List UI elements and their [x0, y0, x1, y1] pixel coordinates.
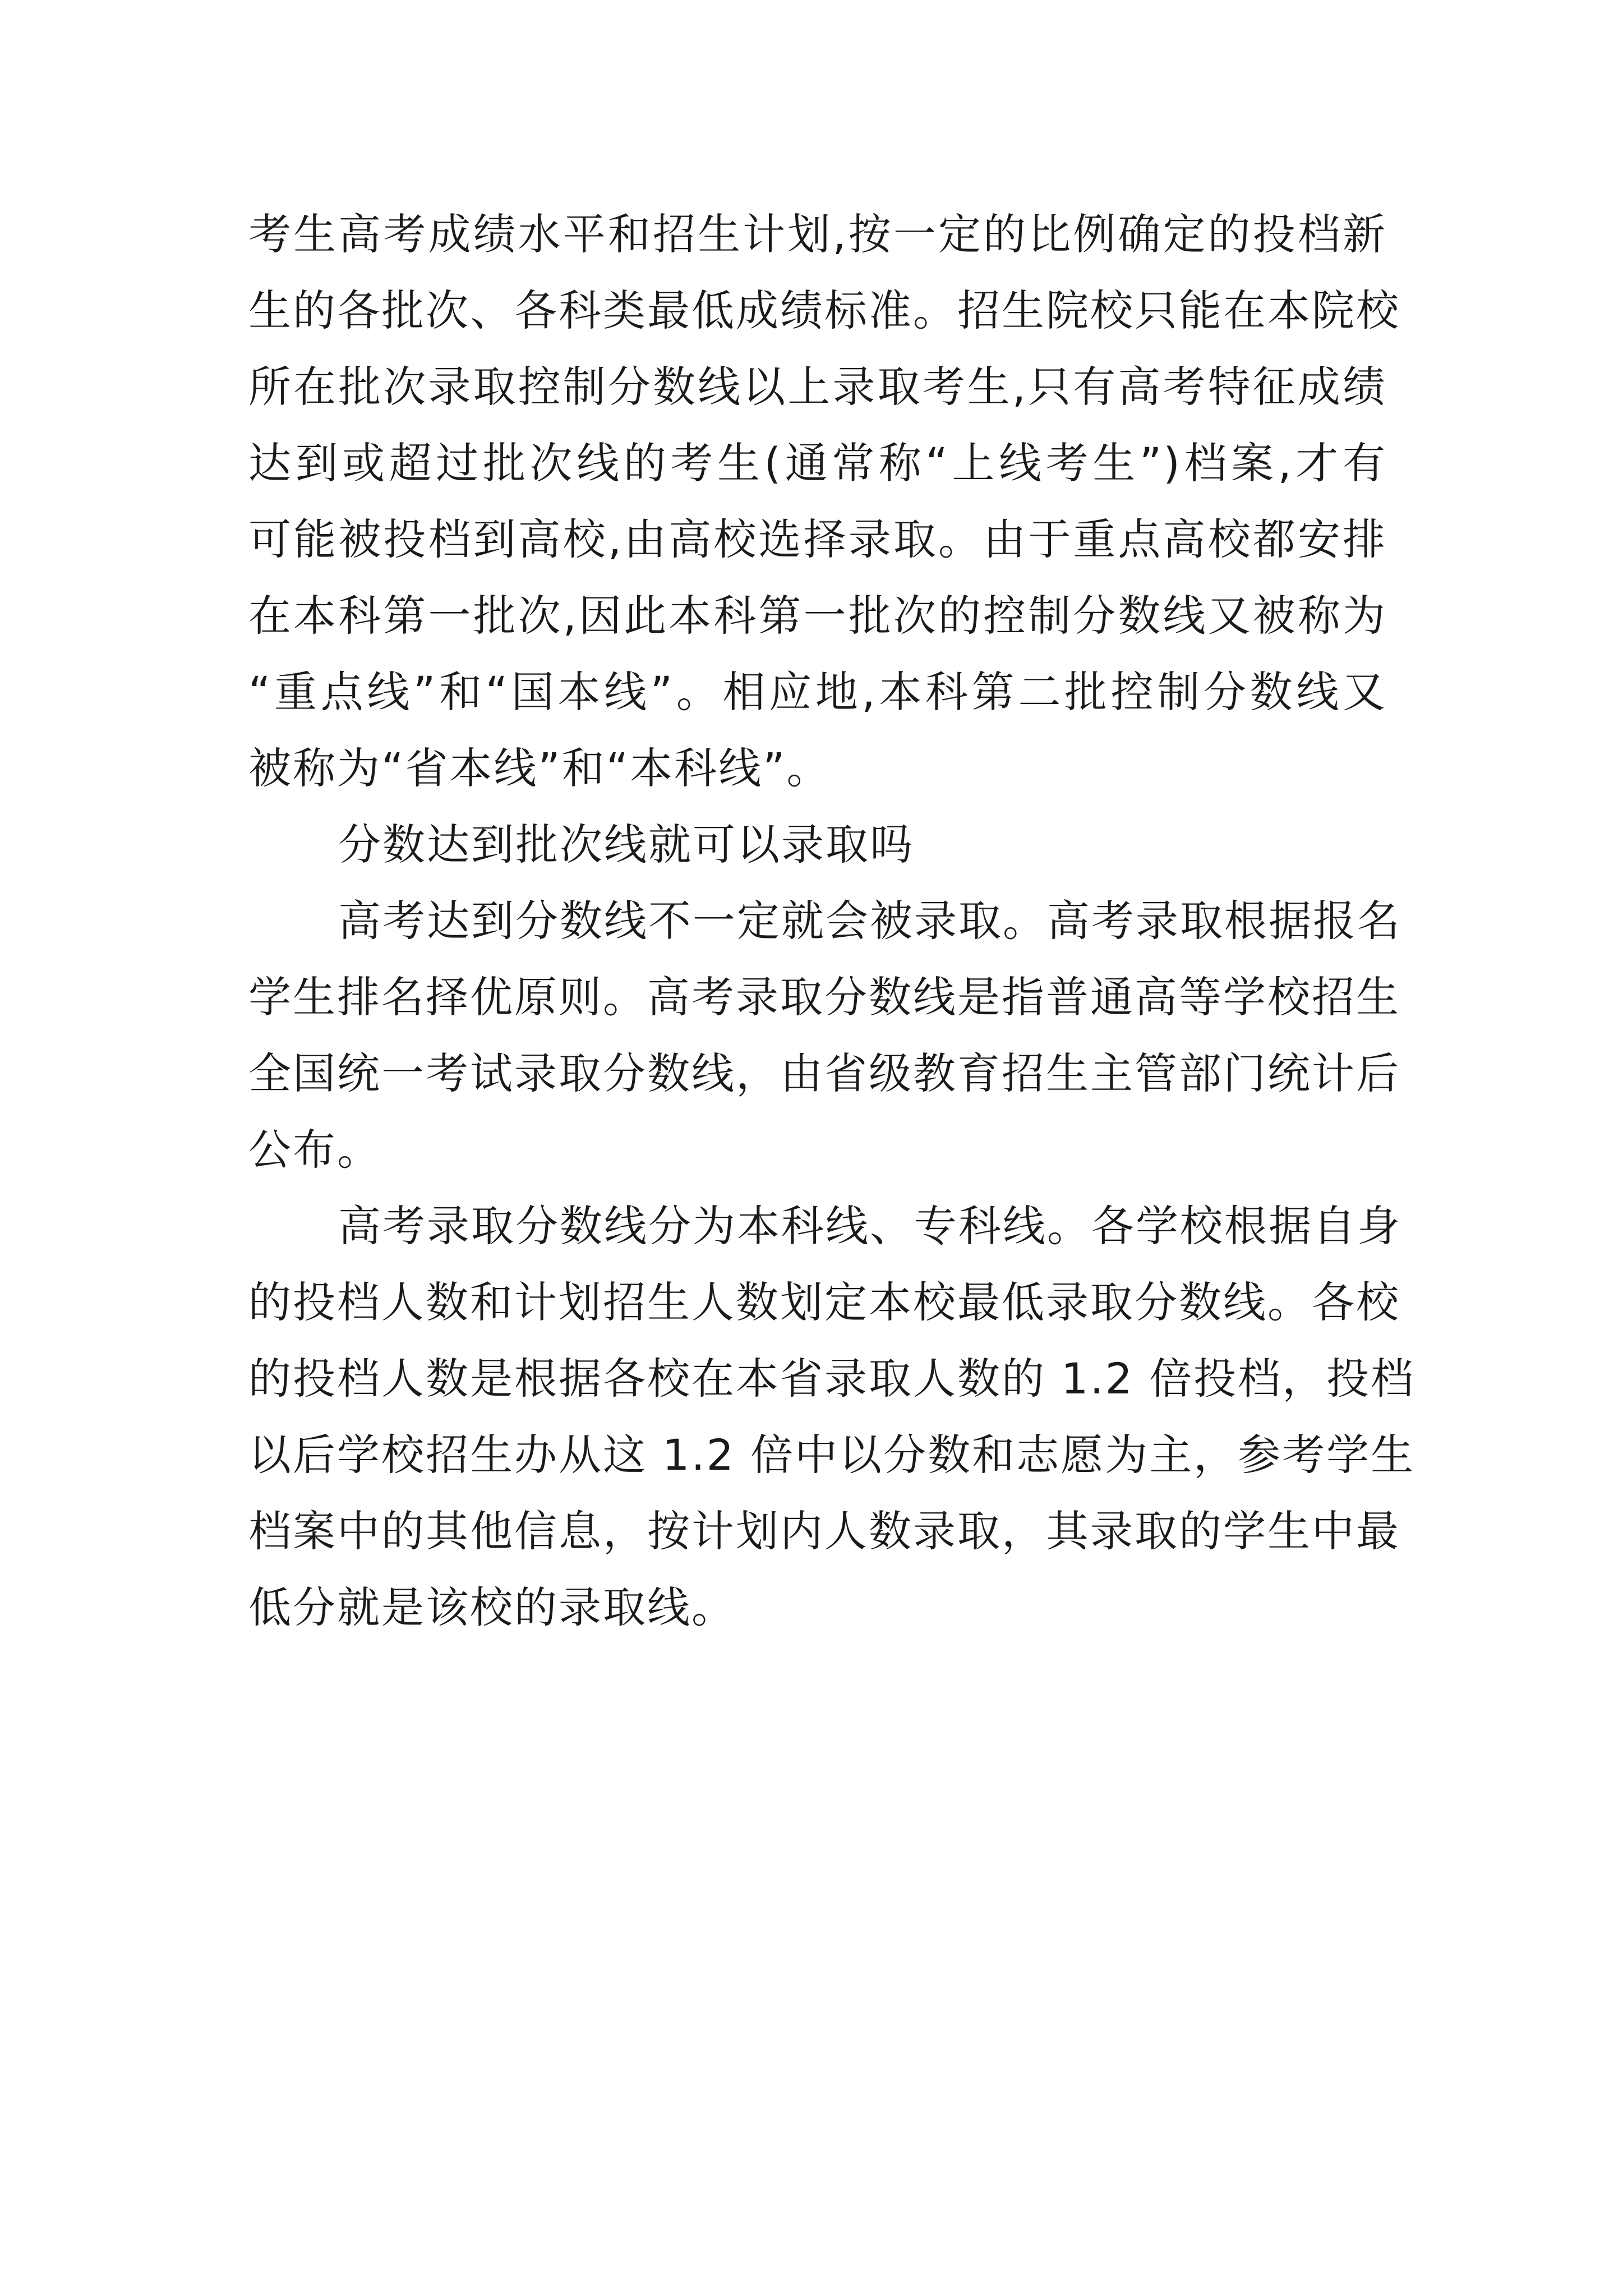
paragraph-line: 公布。 [248, 1125, 381, 1175]
paragraph-line: 的投档人数和计划招生人数划定本校最低录取分数线。各校 [248, 1277, 1400, 1327]
paragraph-line: 高考达到分数线不一定就会被录取。高考录取根据报名 [338, 896, 1401, 946]
paragraph-1 [248, 196, 1400, 807]
paragraph-line: 可能被投档到高校,由高校选择录取。由于重点高校都安排 [248, 514, 1387, 564]
paragraph-line: 以后学校招生办从这 1.2 倍中以分数和志愿为主，参考学生 [248, 1430, 1415, 1480]
paragraph-line: 全国统一考试录取分数线，由省级教育招生主管部门统计后 [248, 1048, 1400, 1098]
paragraph-line: 的投档人数是根据各校在本省录取人数的 1.2 倍投档，投档 [248, 1354, 1415, 1404]
paragraph-line: 达到或超过批次线的考生(通常称“上线考生”)档案,才有 [248, 438, 1387, 488]
paragraph-line: 生的各批次、各科类最低成绩标准。招生院校只能在本院校 [248, 286, 1400, 335]
paragraph-line: 高考录取分数线分为本科线、专科线。各学校根据自身 [338, 1201, 1401, 1251]
paragraph-line: 考生高考成绩水平和招生计划,按一定的比例确定的投档新 [248, 209, 1387, 259]
paragraph-line: 所在批次录取控制分数线以上录取考生,只有高考特征成绩 [248, 362, 1387, 412]
section-heading: 分数达到批次线就可以录取吗 [338, 820, 914, 869]
paragraph-line: “重点线”和“国本线”。相应地,本科第二批控制分数线又 [248, 667, 1387, 717]
paragraph-line: 在本科第一批次,因此本科第一批次的控制分数线又被称为 [248, 591, 1387, 641]
document-body [248, 196, 1415, 1646]
paragraph-line: 档案中的其他信息，按计划内人数录取，其录取的学生中最 [248, 1506, 1400, 1556]
paragraph-line: 低分就是该校的录取线。 [248, 1582, 736, 1632]
paragraph-3 [248, 1188, 1415, 1646]
paragraph-line: 学生排名择优原则。高考录取分数线是指普通高等学校招生 [248, 972, 1400, 1022]
paragraph-2 [248, 883, 1401, 1188]
paragraph-line: 被称为“省本线”和“本科线”。 [248, 743, 831, 793]
